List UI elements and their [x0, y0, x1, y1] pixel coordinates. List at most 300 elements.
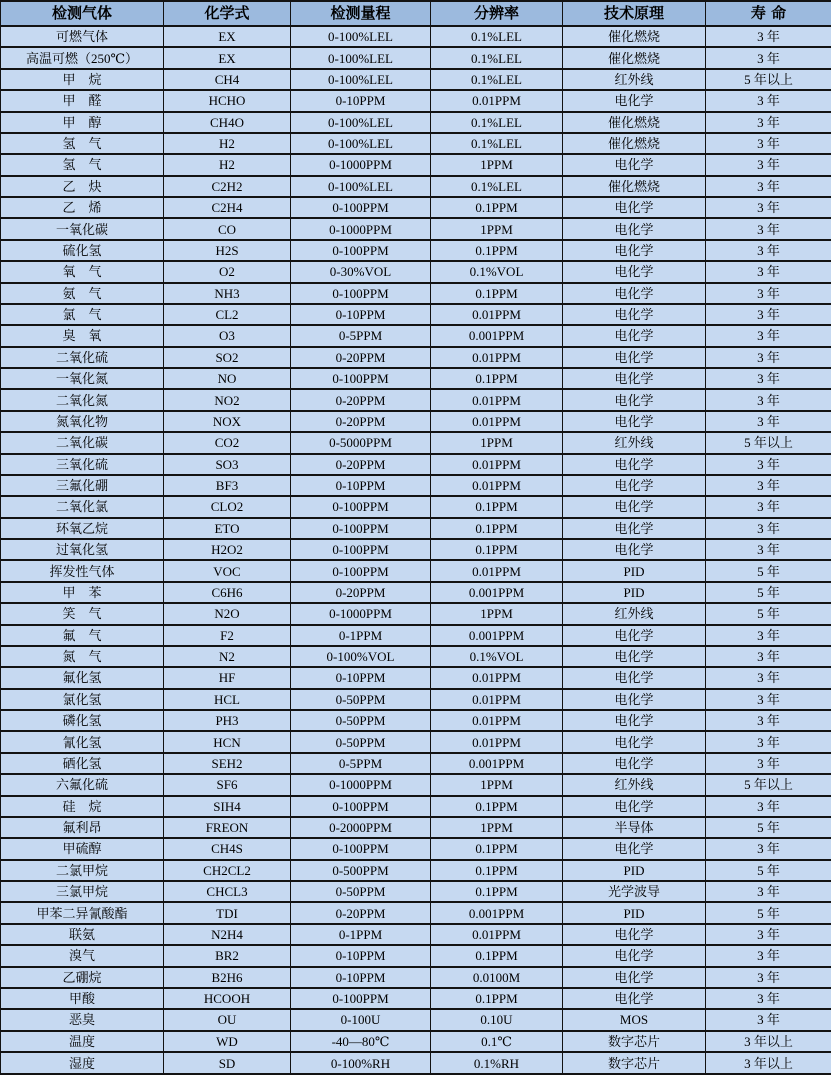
table-cell: 1PPM — [431, 774, 563, 795]
table-cell: 乙硼烷 — [1, 967, 164, 988]
table-row — [1, 47, 831, 68]
table-cell: 0.01PPM — [431, 560, 563, 581]
table-cell: 氰化氢 — [1, 731, 164, 752]
table-cell: 0.1PPM — [431, 881, 563, 902]
table-cell: 3 年 — [706, 47, 831, 68]
table-cell: 0.01PPM — [431, 304, 563, 325]
table-cell: 3 年 — [706, 133, 831, 154]
table-cell: 0.1PPM — [431, 240, 563, 261]
table-row — [1, 218, 831, 239]
table-row — [1, 774, 831, 795]
table-cell: PID — [563, 560, 706, 581]
table-row — [1, 411, 831, 432]
table-cell: 电化学 — [563, 731, 706, 752]
table-row — [1, 902, 831, 923]
table-row — [1, 560, 831, 581]
table-cell: 0-100PPM — [291, 838, 431, 859]
table-cell: 电化学 — [563, 154, 706, 175]
table-cell: 电化学 — [563, 368, 706, 389]
table-cell: 0-1000PPM — [291, 603, 431, 624]
table-cell: 电化学 — [563, 967, 706, 988]
table-cell: B2H6 — [164, 967, 291, 988]
table-cell: 氟利昂 — [1, 817, 164, 838]
table-cell: 3 年 — [706, 218, 831, 239]
table-cell: 电化学 — [563, 325, 706, 346]
table-cell: 0-10PPM — [291, 475, 431, 496]
table-cell: HCN — [164, 731, 291, 752]
table-cell: 电化学 — [563, 796, 706, 817]
table-row — [1, 133, 831, 154]
table-cell: 0-50PPM — [291, 710, 431, 731]
table-cell: CO2 — [164, 432, 291, 453]
table-cell: CH4O — [164, 112, 291, 133]
table-cell: 二氧化碳 — [1, 432, 164, 453]
table-cell: HF — [164, 667, 291, 688]
table-cell: 电化学 — [563, 838, 706, 859]
table-cell: 电化学 — [563, 667, 706, 688]
table-cell: 0-10PPM — [291, 945, 431, 966]
table-row — [1, 176, 831, 197]
table-row — [1, 432, 831, 453]
table-row — [1, 197, 831, 218]
table-cell: 0-10PPM — [291, 967, 431, 988]
table-cell: 湿度 — [1, 1052, 164, 1074]
table-cell: CLO2 — [164, 496, 291, 517]
table-cell: 恶臭 — [1, 1009, 164, 1030]
table-cell: 一氧化碳 — [1, 218, 164, 239]
table-cell: 0-100%LEL — [291, 47, 431, 68]
table-cell: 0.1PPM — [431, 539, 563, 560]
header-cell-gas: 检测气体 — [1, 1, 164, 26]
table-cell: BR2 — [164, 945, 291, 966]
table-cell: 硫化氢 — [1, 240, 164, 261]
table-cell: 电化学 — [563, 389, 706, 410]
header-cell-range: 检测量程 — [291, 1, 431, 26]
table-row — [1, 582, 831, 603]
table-row — [1, 945, 831, 966]
table-row — [1, 646, 831, 667]
table-cell: 氮氧化物 — [1, 411, 164, 432]
table-cell: 0-100PPM — [291, 539, 431, 560]
table-cell: 催化燃烧 — [563, 133, 706, 154]
table-row — [1, 475, 831, 496]
table-cell: 3 年 — [706, 646, 831, 667]
table-cell: 0.01PPM — [431, 667, 563, 688]
table-cell: 0.001PPM — [431, 625, 563, 646]
table-cell: 0.1PPM — [431, 988, 563, 1009]
table-cell: 六氟化硫 — [1, 774, 164, 795]
table-cell: 电化学 — [563, 496, 706, 517]
table-cell: 红外线 — [563, 432, 706, 453]
table-cell: 3 年 — [706, 796, 831, 817]
table-row — [1, 838, 831, 859]
table-cell: 电化学 — [563, 710, 706, 731]
table-row — [1, 154, 831, 175]
table-cell: 3 年 — [706, 710, 831, 731]
table-cell: 3 年以上 — [706, 1052, 831, 1074]
table-cell: PID — [563, 582, 706, 603]
table-cell: 0-2000PPM — [291, 817, 431, 838]
table-cell: 三氟化硼 — [1, 475, 164, 496]
table-cell: 0-100PPM — [291, 518, 431, 539]
table-cell: 0.1PPM — [431, 368, 563, 389]
table-cell: 3 年 — [706, 90, 831, 111]
table-cell: 0.1PPM — [431, 860, 563, 881]
table-cell: 0-20PPM — [291, 902, 431, 923]
table-cell: 3 年 — [706, 838, 831, 859]
table-cell: 氟 气 — [1, 625, 164, 646]
table-cell: 数字芯片 — [563, 1031, 706, 1052]
table-cell: EX — [164, 47, 291, 68]
table-cell: SO3 — [164, 454, 291, 475]
table-cell: 0-100PPM — [291, 240, 431, 261]
table-row — [1, 539, 831, 560]
table-cell: 数字芯片 — [563, 1052, 706, 1074]
table-cell: 甲酸 — [1, 988, 164, 1009]
table-row — [1, 753, 831, 774]
table-cell: 0.1PPM — [431, 796, 563, 817]
table-cell: 0-1000PPM — [291, 154, 431, 175]
table-cell: NH3 — [164, 283, 291, 304]
table-cell: 1PPM — [431, 154, 563, 175]
table-cell: 0-10PPM — [291, 667, 431, 688]
table-cell: 3 年 — [706, 731, 831, 752]
table-cell: 电化学 — [563, 240, 706, 261]
table-cell: 5 年 — [706, 817, 831, 838]
table-cell: 3 年 — [706, 924, 831, 945]
table-cell: 3 年 — [706, 389, 831, 410]
table-cell: 0.1%LEL — [431, 176, 563, 197]
table-cell: 1PPM — [431, 603, 563, 624]
table-cell: 电化学 — [563, 539, 706, 560]
table-cell: 三氯甲烷 — [1, 881, 164, 902]
table-cell: O2 — [164, 261, 291, 282]
table-cell: 3 年 — [706, 967, 831, 988]
table-cell: H2 — [164, 133, 291, 154]
table-cell: 3 年 — [706, 304, 831, 325]
table-cell: 二氧化氮 — [1, 389, 164, 410]
table-cell: 0-1000PPM — [291, 218, 431, 239]
table-cell: 0-20PPM — [291, 454, 431, 475]
header-cell-formula: 化学式 — [164, 1, 291, 26]
table-cell: 电化学 — [563, 261, 706, 282]
table-cell: 电化学 — [563, 411, 706, 432]
table-cell: 3 年 — [706, 283, 831, 304]
table-cell: 催化燃烧 — [563, 112, 706, 133]
table-row — [1, 689, 831, 710]
table-cell: 催化燃烧 — [563, 26, 706, 47]
table-cell: 氢 气 — [1, 133, 164, 154]
table-cell: 0.1PPM — [431, 518, 563, 539]
table-cell: 3 年 — [706, 240, 831, 261]
table-cell: 0-100%VOL — [291, 646, 431, 667]
table-cell: 3 年 — [706, 112, 831, 133]
table-cell: 电化学 — [563, 518, 706, 539]
table-cell: 电化学 — [563, 218, 706, 239]
table-cell: 3 年 — [706, 945, 831, 966]
table-cell: H2S — [164, 240, 291, 261]
table-cell: 0.1%LEL — [431, 69, 563, 90]
table-cell: 3 年 — [706, 325, 831, 346]
table-row — [1, 26, 831, 47]
table-cell: SF6 — [164, 774, 291, 795]
table-cell: 3 年 — [706, 1009, 831, 1030]
table-cell: 环氧乙烷 — [1, 518, 164, 539]
table-cell: 1PPM — [431, 432, 563, 453]
header-cell-technology: 技术原理 — [563, 1, 706, 26]
table-cell: 3 年 — [706, 454, 831, 475]
table-cell: 乙 炔 — [1, 176, 164, 197]
table-cell: SIH4 — [164, 796, 291, 817]
table-cell: 溴气 — [1, 945, 164, 966]
table-cell: CHCL3 — [164, 881, 291, 902]
table-cell: HCHO — [164, 90, 291, 111]
table-cell: 电化学 — [563, 625, 706, 646]
table-cell: 电化学 — [563, 283, 706, 304]
table-cell: 3 年 — [706, 197, 831, 218]
table-cell: 0-5PPM — [291, 325, 431, 346]
table-cell: 0-20PPM — [291, 389, 431, 410]
table-row — [1, 496, 831, 517]
table-cell: PID — [563, 902, 706, 923]
table-row — [1, 924, 831, 945]
table-cell: 0.1PPM — [431, 838, 563, 859]
table-cell: 红外线 — [563, 774, 706, 795]
table-cell: 甲 醇 — [1, 112, 164, 133]
table-row — [1, 967, 831, 988]
table-cell: 0.1PPM — [431, 496, 563, 517]
table-cell: 硅 烷 — [1, 796, 164, 817]
table-cell: 0.10U — [431, 1009, 563, 1030]
table-cell: 0-500PPM — [291, 860, 431, 881]
table-cell: FREON — [164, 817, 291, 838]
table-cell: CH4S — [164, 838, 291, 859]
table-cell: SD — [164, 1052, 291, 1074]
table-cell: 0-100%LEL — [291, 176, 431, 197]
table-cell: 电化学 — [563, 454, 706, 475]
table-cell: 0-100%LEL — [291, 69, 431, 90]
table-cell: 0.01PPM — [431, 454, 563, 475]
table-cell: 3 年 — [706, 347, 831, 368]
table-cell: CH2CL2 — [164, 860, 291, 881]
table-row — [1, 454, 831, 475]
table-cell: NOX — [164, 411, 291, 432]
table-cell: 3 年 — [706, 667, 831, 688]
table-row — [1, 1009, 831, 1030]
table-cell: 0.01PPM — [431, 731, 563, 752]
table-cell: O3 — [164, 325, 291, 346]
table-row — [1, 90, 831, 111]
table-cell: 5 年以上 — [706, 432, 831, 453]
table-cell: N2 — [164, 646, 291, 667]
table-cell: H2O2 — [164, 539, 291, 560]
table-cell: 笑 气 — [1, 603, 164, 624]
table-cell: 催化燃烧 — [563, 47, 706, 68]
table-cell: 3 年以上 — [706, 1031, 831, 1052]
table-cell: 电化学 — [563, 90, 706, 111]
table-cell: C2H4 — [164, 197, 291, 218]
table-cell: 氯化氢 — [1, 689, 164, 710]
table-cell: BF3 — [164, 475, 291, 496]
table-cell: 0-20PPM — [291, 347, 431, 368]
table-cell: 0-100%LEL — [291, 26, 431, 47]
table-cell: 二氧化氯 — [1, 496, 164, 517]
table-cell: 电化学 — [563, 689, 706, 710]
table-cell: 0-1PPM — [291, 625, 431, 646]
table-cell: 0-100PPM — [291, 283, 431, 304]
header-row — [1, 1, 831, 26]
table-cell: 3 年 — [706, 689, 831, 710]
table-cell: SEH2 — [164, 753, 291, 774]
table-cell: 氧 气 — [1, 261, 164, 282]
table-cell: 5 年 — [706, 860, 831, 881]
table-cell: 3 年 — [706, 625, 831, 646]
table-cell: 0-30%VOL — [291, 261, 431, 282]
table-cell: SO2 — [164, 347, 291, 368]
table-cell: 0-1000PPM — [291, 774, 431, 795]
table-cell: 0.001PPM — [431, 902, 563, 923]
table-cell: 5 年 — [706, 603, 831, 624]
table-cell: 3 年 — [706, 496, 831, 517]
table-cell: 红外线 — [563, 69, 706, 90]
table-cell: 电化学 — [563, 945, 706, 966]
table-cell: 0-100%RH — [291, 1052, 431, 1074]
table-cell: 二氯甲烷 — [1, 860, 164, 881]
table-cell: 电化学 — [563, 988, 706, 1009]
table-row — [1, 710, 831, 731]
table-cell: 0-100PPM — [291, 988, 431, 1009]
table-cell: 乙 烯 — [1, 197, 164, 218]
table-row — [1, 731, 831, 752]
table-cell: C6H6 — [164, 582, 291, 603]
table-cell: HCOOH — [164, 988, 291, 1009]
table-cell: 3 年 — [706, 368, 831, 389]
table-cell: TDI — [164, 902, 291, 923]
table-cell: 0-100PPM — [291, 197, 431, 218]
table-cell: 0-100U — [291, 1009, 431, 1030]
table-cell: 5 年 — [706, 902, 831, 923]
table-cell: 0-10PPM — [291, 90, 431, 111]
table-cell: OU — [164, 1009, 291, 1030]
table-cell: 一氧化氮 — [1, 368, 164, 389]
table-cell: 0.1%LEL — [431, 133, 563, 154]
table-row — [1, 988, 831, 1009]
table-cell: 0.1PPM — [431, 945, 563, 966]
table-row — [1, 347, 831, 368]
table-cell: 0.001PPM — [431, 582, 563, 603]
table-cell: 甲 烷 — [1, 69, 164, 90]
table-cell: 可燃气体 — [1, 26, 164, 47]
table-cell: C2H2 — [164, 176, 291, 197]
table-cell: PID — [563, 860, 706, 881]
table-cell: 3 年 — [706, 753, 831, 774]
table-cell: 0.01PPM — [431, 347, 563, 368]
table-cell: EX — [164, 26, 291, 47]
table-cell: 3 年 — [706, 518, 831, 539]
table-cell: 甲 醛 — [1, 90, 164, 111]
table-cell: 0.1%VOL — [431, 646, 563, 667]
table-cell: MOS — [563, 1009, 706, 1030]
table-cell: 光学波导 — [563, 881, 706, 902]
table-cell: 0.1%LEL — [431, 26, 563, 47]
table-cell: 氮 气 — [1, 646, 164, 667]
table-cell: 硒化氢 — [1, 753, 164, 774]
table-row — [1, 881, 831, 902]
table-cell: 5 年以上 — [706, 774, 831, 795]
table-cell: 磷化氢 — [1, 710, 164, 731]
table-row — [1, 389, 831, 410]
table-cell: 二氧化硫 — [1, 347, 164, 368]
table-cell: 1PPM — [431, 218, 563, 239]
table-cell: 0-100%LEL — [291, 112, 431, 133]
table-row — [1, 817, 831, 838]
table-cell: 甲硫醇 — [1, 838, 164, 859]
table-cell: 0.1%LEL — [431, 112, 563, 133]
table-cell: CH4 — [164, 69, 291, 90]
table-cell: H2 — [164, 154, 291, 175]
table-row — [1, 283, 831, 304]
table-row — [1, 1052, 831, 1074]
table-cell: 0-5000PPM — [291, 432, 431, 453]
table-cell: 0.1℃ — [431, 1031, 563, 1052]
table-cell: 0-10PPM — [291, 304, 431, 325]
table-cell: 甲 苯 — [1, 582, 164, 603]
table-row — [1, 240, 831, 261]
table-cell: 0-100PPM — [291, 560, 431, 581]
table-cell: 0.1%LEL — [431, 47, 563, 68]
table-cell: 0-100PPM — [291, 796, 431, 817]
table-cell: 0-1PPM — [291, 924, 431, 945]
table-cell: 电化学 — [563, 347, 706, 368]
table-cell: 0.01PPM — [431, 475, 563, 496]
table-cell: 3 年 — [706, 154, 831, 175]
table-cell: 3 年 — [706, 539, 831, 560]
table-row — [1, 667, 831, 688]
table-cell: 0.01PPM — [431, 389, 563, 410]
table-cell: 0-100PPM — [291, 496, 431, 517]
table-cell: 0-20PPM — [291, 411, 431, 432]
table-cell: 3 年 — [706, 261, 831, 282]
header-cell-resolution: 分辨率 — [431, 1, 563, 26]
table-row — [1, 69, 831, 90]
table-cell: 0.01PPM — [431, 924, 563, 945]
table-cell: 0.1PPM — [431, 283, 563, 304]
table-cell: ETO — [164, 518, 291, 539]
table-cell: 0.1%RH — [431, 1052, 563, 1074]
table-cell: 0-5PPM — [291, 753, 431, 774]
table-cell: 甲苯二异氰酸酯 — [1, 902, 164, 923]
table-row — [1, 304, 831, 325]
table-cell: 电化学 — [563, 924, 706, 945]
table-cell: 3 年 — [706, 475, 831, 496]
table-cell: 0-20PPM — [291, 582, 431, 603]
table-cell: 挥发性气体 — [1, 560, 164, 581]
table-cell: 3 年 — [706, 26, 831, 47]
table-cell: 过氧化氢 — [1, 539, 164, 560]
table-cell: 电化学 — [563, 475, 706, 496]
table-cell: 0-50PPM — [291, 731, 431, 752]
table-row — [1, 325, 831, 346]
table-cell: 0-50PPM — [291, 881, 431, 902]
table-cell: WD — [164, 1031, 291, 1052]
table-cell: 0.01PPM — [431, 411, 563, 432]
table-cell: 氢 气 — [1, 154, 164, 175]
table-cell: CL2 — [164, 304, 291, 325]
table-cell: HCL — [164, 689, 291, 710]
table-row — [1, 368, 831, 389]
table-cell: 电化学 — [563, 304, 706, 325]
table-cell: 0.001PPM — [431, 753, 563, 774]
